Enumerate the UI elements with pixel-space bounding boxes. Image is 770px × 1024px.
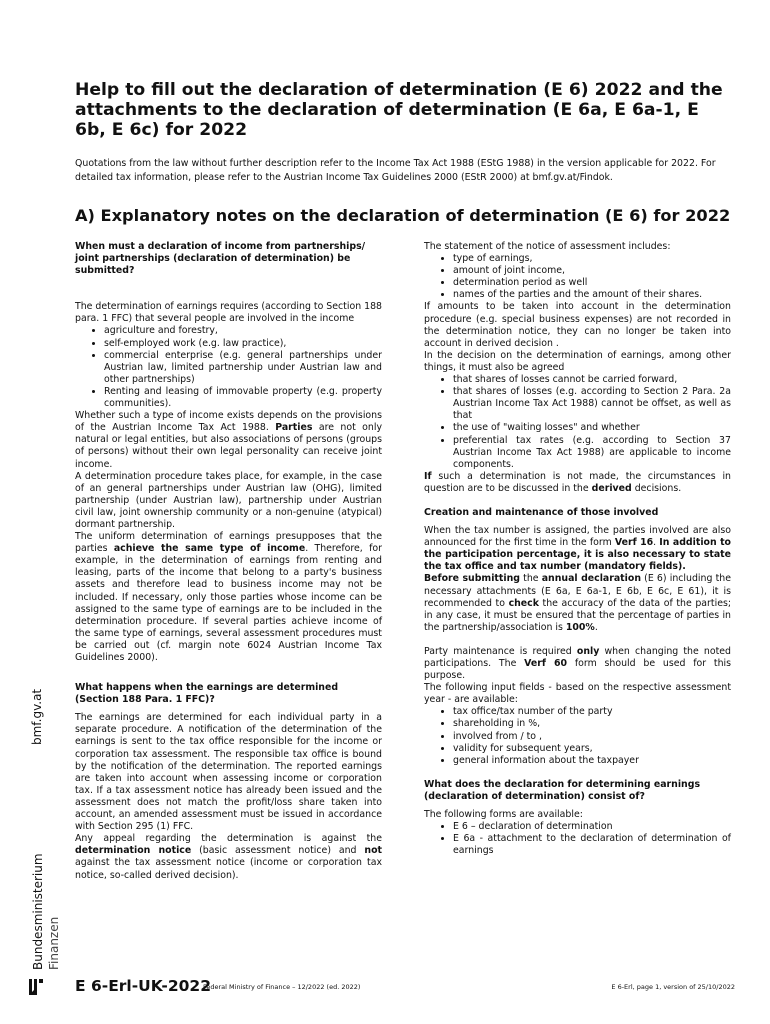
footer	[75, 977, 735, 997]
paragraph	[424, 525, 731, 573]
form-code: E 6-Erl-UK-2022	[75, 977, 212, 995]
forms-list	[424, 821, 731, 857]
list-item: • E 6a - attachment to the declaration of determination of earnings	[453, 833, 731, 857]
heading-when-submit: When must a declaration of income from partnerships/ joint partnerships (declaration of determination) be submitted?	[75, 241, 366, 277]
paragraph: The earnings are determined for each individual party in a separate procedure. A notification of the determination of the earnings is sent to the tax office responsible for the income or corporation tax assessment. The responsible tax office is bound by the notification of the determination. The reported earnings are taken into account when assessing income or corporation tax. If a tax assessment notice has already been issued and the assessment does not match the profit/loss share taken into account, an amended assessment must be issued in accordance with Section 295 (1) FFC.	[75, 712, 382, 833]
paragraph: The determination of earnings requires (according to Section 188 para. 1 FFC) that several people are involved in the income	[75, 301, 383, 325]
text-run: Whether such a type of income exists depends on the provisions of the Austrian Income Tax Act 1988.	[75, 410, 382, 434]
text-run: against the tax assessment notice (income or corporation tax notice, so-called derived decision).	[75, 857, 382, 881]
list-item: • tax office/tax number of the party	[453, 706, 731, 718]
agreement-list	[424, 374, 731, 471]
text-run: such a determination is not made, the circumstances in question are to be discussed in the	[424, 470, 731, 494]
bold-text: only	[576, 645, 600, 657]
list-item: • validity for subsequent years,	[453, 743, 731, 755]
bold-text: derived	[591, 482, 632, 494]
bold-text: If	[424, 470, 432, 482]
list-item: • involved from / to ,	[453, 731, 731, 743]
bold-text: Before submitting	[424, 573, 520, 585]
bold-text: 100%	[565, 621, 595, 633]
heading-what-happens: What happens when the earnings are determined (Section 188 Para. 1 FFC)?	[75, 682, 339, 706]
list-item: • names of the parties and the amount of their shares.	[453, 289, 731, 301]
bold-text: Verf 60	[524, 658, 568, 669]
text-run: When the tax number is assigned, the parties involved are also announced for the first time in the form	[424, 525, 731, 549]
list-item: • type of earnings,	[453, 253, 731, 265]
list-item: • amount of joint income,	[453, 265, 731, 277]
eagle-logo-icon	[28, 978, 44, 996]
section-a-title: A) Explanatory notes on the declaration of determination (E 6) for 2022	[75, 206, 731, 225]
list-item: • general information about the taxpayer	[453, 755, 731, 767]
text-run: The uniform determination of earnings presupposes that the parties	[75, 531, 382, 555]
bold-text: In addition to the participation percentage, it is also necessary to state the tax office and tax number (mandatory fields).	[424, 537, 731, 573]
list-item: • self-employed work (e.g. law practice),	[104, 338, 382, 350]
paragraph	[75, 833, 382, 881]
paragraph: The following forms are available:	[424, 809, 583, 821]
ministry-line2: Finanzen	[47, 916, 61, 970]
paragraph: If amounts to be taken into account in the determination procedure (e.g. special business expenses) are not recorded in the determination notice, they can no longer be taken into account in derived decision .	[424, 301, 731, 349]
page-info: E 6-Erl, page 1, version of 25/10/2022	[611, 983, 735, 991]
paragraph	[424, 471, 731, 495]
sidebar-branding	[20, 688, 80, 995]
list-item: • agriculture and forestry,	[104, 325, 382, 337]
bold-text: Verf 16	[614, 537, 654, 549]
right-column	[424, 241, 731, 857]
page-title: Help to fill out the declaration of determination (E 6) 2022 and the attachments to the declaration of determination (E 6a, E 6a-1, E 6b, E 6c) for 2022	[75, 80, 723, 140]
intro-text: Quotations from the law without further description refer to the Income Tax Act 1988 (EStG 1988) in the version applicable for 2022. For detailed tax information, please refer to the Austrian Income Tax Guidelines 2000 (EStR 2000) at bmf.gv.at/Findok.	[75, 158, 716, 183]
paragraph	[75, 531, 382, 664]
text-run: . Therefore, for example, in the determination of earnings from renting and leasing, parts of the income that belong to a party's business assets and therefore lead to business income may not be included. If necessary, only those parties whose income can be assigned to the same type of earnings are to be included in the determination procedure. If several parties achieve income of the same type of earnings, several assessment procedures must be carried out (cf. margin note 6024 Austrian Income Tax Guidelines 2000).	[75, 543, 382, 663]
paragraph	[424, 573, 731, 633]
text-run: (E 6) including the necessary attachments (E 6a, E 6a-1, E 6b, E 6c, E 61), it is recommended to	[424, 573, 731, 609]
text-run: are not only natural or legal entities, but also associations of persons (groups of persons) without their own legal personality can receive joint income.	[75, 422, 382, 470]
list-item: • Renting and leasing of immovable property (e.g. property communities).	[104, 386, 382, 410]
text-run: Party maintenance is required	[424, 645, 577, 657]
bold-text: annual declaration	[541, 573, 641, 585]
ministry-line1: Bundesministerium	[31, 853, 45, 970]
bold-text: check	[508, 597, 539, 609]
text-run: Any appeal regarding the determination is against the	[75, 833, 382, 845]
bold-text: Parties	[275, 422, 313, 434]
income-type-list	[75, 325, 382, 410]
paragraph: The following input fields - based on the respective assessment year - are available:	[424, 682, 731, 706]
bold-text: achieve the same type of income	[113, 543, 306, 555]
list-item: • shareholding in %,	[453, 718, 731, 730]
input-fields-list	[424, 706, 731, 766]
bold-text: determination notice	[75, 845, 192, 857]
text-run: when changing the noted participations. The	[424, 645, 731, 669]
text-run: .	[653, 537, 660, 549]
list-item: • commercial enterprise (e.g. general partnerships under Austrian law, limited partnership under Austrian law and other partnerships)	[104, 350, 382, 386]
paragraph	[424, 646, 731, 682]
ministry-label	[30, 853, 62, 970]
domain-label: bmf.gv.at	[30, 688, 44, 745]
heading-creation: Creation and maintenance of those involved	[424, 506, 659, 518]
text-run: .	[594, 621, 598, 633]
text-run: the accuracy of the data of the parties; in any case, it must be ensured that the percentage of parties in the partnership/association is	[424, 597, 732, 633]
list-item: • that shares of losses cannot be carried forward,	[453, 374, 731, 386]
list-item: • preferential tax rates (e.g. according to Section 37 Austrian Income Tax Act 1988) are applicable to income components.	[453, 435, 731, 471]
text-run: form should be used for this purpose.	[424, 658, 732, 682]
text-run: the	[519, 573, 542, 585]
text-run: decisions.	[631, 482, 682, 494]
bold-text: not	[364, 845, 382, 857]
list-item: • E 6 – declaration of determination	[453, 821, 731, 833]
list-item: • that shares of losses (e.g. according to Section 2 Para. 2a Austrian Income Tax Act 1988) cannot be offset, as well as that	[453, 386, 731, 422]
text-run: (basic assessment notice) and	[191, 845, 365, 857]
left-column	[75, 241, 382, 882]
list-item: • the use of "waiting losses" and whether	[453, 422, 731, 434]
paragraph	[75, 410, 382, 470]
paragraph: The statement of the notice of assessment includes:	[424, 241, 671, 252]
publisher-note: Federal Ministry of Finance – 12/2022 (ed. 2022)	[203, 983, 361, 991]
heading-what-consists: What does the declaration for determining earnings (declaration of determination) consist of?	[424, 778, 701, 802]
paragraph: In the decision on the determination of earnings, among other things, it must also be agreed	[424, 349, 731, 373]
list-item: • determination period as well	[453, 277, 731, 289]
statement-list	[424, 253, 731, 301]
paragraph: A determination procedure takes place, for example, in the case of an general partnerships under Austrian law (OHG), limited partnership (under Austrian law), partnership under Austrian civil law, joint ownership community or a non-genuine (atypical) dormant partnership.	[75, 470, 382, 530]
